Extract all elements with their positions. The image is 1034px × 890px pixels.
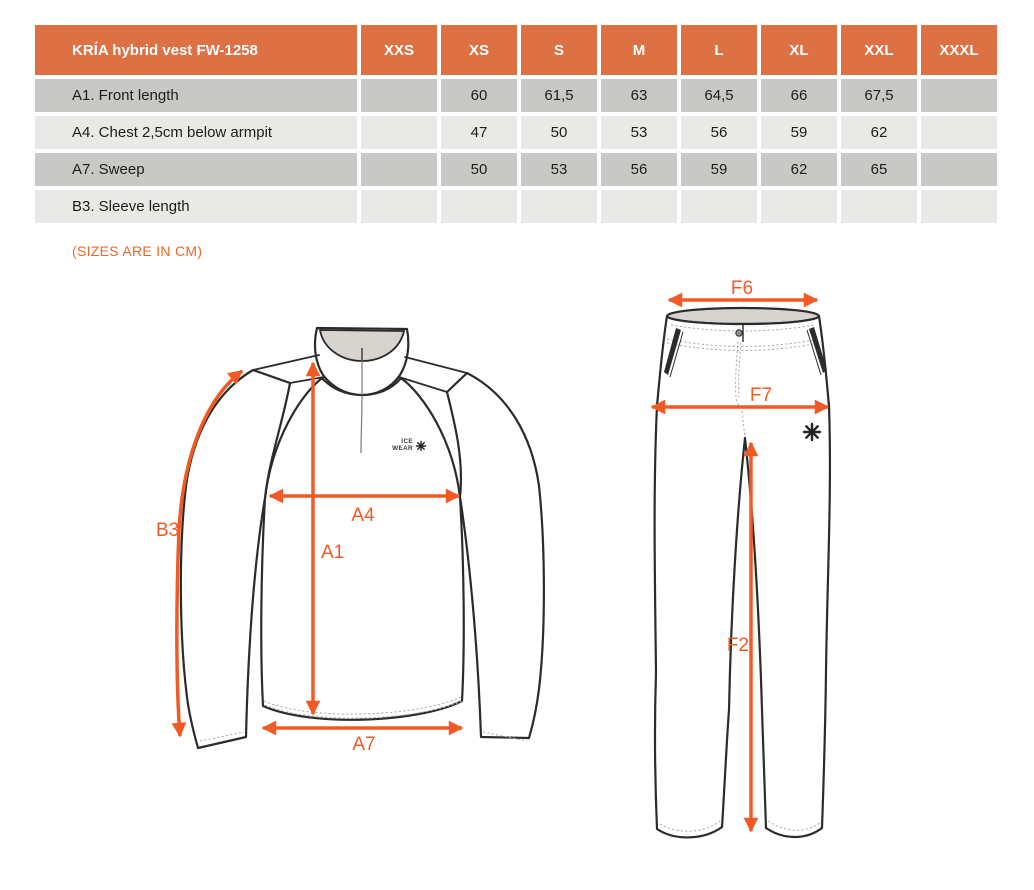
- snowflake-icon: [804, 424, 820, 440]
- shirt-diagram: [150, 300, 570, 780]
- table-cell: 47: [441, 116, 517, 149]
- waist-button: [736, 330, 742, 336]
- f2-label: F2: [726, 635, 749, 656]
- table-cell: [441, 190, 517, 223]
- table-cell: [361, 79, 437, 112]
- table-cell: 56: [681, 116, 757, 149]
- table-cell: 65: [841, 153, 917, 186]
- table-title: KRÍA hybrid vest FW-1258: [35, 25, 357, 75]
- shoulder-seam-left: [253, 355, 319, 370]
- row-label-chest: A4. Chest 2,5cm below armpit: [35, 116, 357, 149]
- table-cell: 60: [441, 79, 517, 112]
- table-cell: [761, 190, 837, 223]
- column-header-xxl: XXL: [841, 25, 917, 75]
- logo-text-ice: ICE: [401, 438, 413, 445]
- column-header-l: L: [681, 25, 757, 75]
- table-cell: [361, 153, 437, 186]
- column-header-s: S: [521, 25, 597, 75]
- table-cell: 53: [601, 116, 677, 149]
- table-cell: [921, 190, 997, 223]
- a1-label: A1: [321, 542, 345, 563]
- f7-label: F7: [749, 385, 773, 406]
- table-cell: 62: [761, 153, 837, 186]
- size-table: [35, 25, 997, 223]
- table-cell: [921, 79, 997, 112]
- table-cell: [361, 116, 437, 149]
- snowflake-icon: [417, 442, 426, 451]
- units-note: (SIZES ARE IN CM): [72, 243, 203, 259]
- table-cell: [521, 190, 597, 223]
- table-cell: 63: [601, 79, 677, 112]
- table-cell: [361, 190, 437, 223]
- table-cell: 62: [841, 116, 917, 149]
- table-cell: [921, 153, 997, 186]
- table-cell: 66: [761, 79, 837, 112]
- column-header-m: M: [601, 25, 677, 75]
- table-cell: 64,5: [681, 79, 757, 112]
- row-label-sleeve-length: B3. Sleeve length: [35, 190, 357, 223]
- row-label-sweep: A7. Sweep: [35, 153, 357, 186]
- column-header-xxxl: XXXL: [921, 25, 997, 75]
- table-cell: 59: [761, 116, 837, 149]
- shirt-drawing: [150, 300, 570, 780]
- shirt-body: [261, 378, 463, 720]
- pants-body: [655, 316, 830, 837]
- table-cell: 53: [521, 153, 597, 186]
- a7-label: A7: [352, 734, 376, 755]
- table-cell: [681, 190, 757, 223]
- shoulder-seam-right: [405, 357, 467, 373]
- table-cell: [601, 190, 677, 223]
- logo-text-wear: WEAR: [392, 445, 413, 452]
- f6-label: F6: [730, 280, 754, 299]
- table-cell: 61,5: [521, 79, 597, 112]
- b3-label: B3: [156, 520, 180, 541]
- table-cell: 67,5: [841, 79, 917, 112]
- table-cell: 56: [601, 153, 677, 186]
- column-header-xxs: XXS: [361, 25, 437, 75]
- a4-label: A4: [351, 505, 375, 526]
- column-header-xs: XS: [441, 25, 517, 75]
- table-cell: [841, 190, 917, 223]
- table-cell: 50: [441, 153, 517, 186]
- column-header-xl: XL: [761, 25, 837, 75]
- pants-drawing: [620, 280, 860, 860]
- table-cell: [921, 116, 997, 149]
- row-label-front-length: A1. Front length: [35, 79, 357, 112]
- table-cell: 59: [681, 153, 757, 186]
- pants-diagram: [620, 280, 860, 860]
- table-cell: 50: [521, 116, 597, 149]
